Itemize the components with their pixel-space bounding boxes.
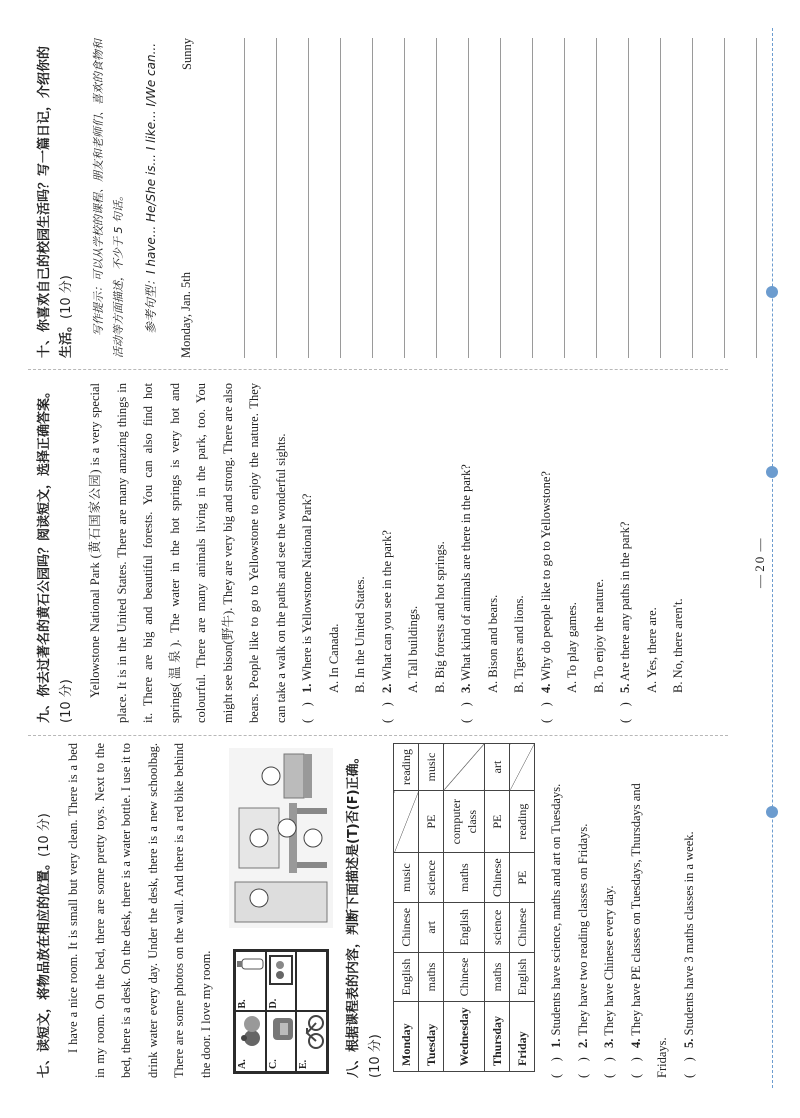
binding-mark-icon: [766, 806, 778, 818]
question-text: Are there any paths in the park?: [618, 521, 632, 682]
section7-score: (10 分): [37, 813, 52, 857]
writing-line[interactable]: [661, 38, 693, 358]
option[interactable]: B. No, there aren't.: [671, 598, 685, 693]
section7-passage: I have a nice room. It is small but very clean. There is a bed in my room. On the bed, there are some pretty toys. Next to the bed, there is a desk. On the desk, there is a water bottle. I use it to drink water every day. Under the desk, there is a new schoolbag. There are some photos on the wall. And there is a red bike behind the door. I love my room.: [66, 743, 213, 1078]
writing-line[interactable]: [629, 38, 661, 358]
picture-label: B.: [237, 999, 248, 1009]
option[interactable]: B. To enjoy the nature.: [591, 578, 606, 693]
column-right: [34, 38, 757, 358]
picture-c-schoolbag: [267, 1013, 296, 1072]
section8-heading: [343, 743, 387, 1078]
section9-score: (10 分): [59, 679, 74, 723]
question-number: 3.: [602, 1038, 616, 1048]
schedule-cell: computer class: [444, 790, 485, 852]
schedule-cell-empty: [394, 790, 419, 852]
writing-line[interactable]: [245, 38, 277, 358]
section10-title: 十、你喜欢自己的校园生活吗？写一篇日记，介绍你的生活。: [37, 45, 74, 358]
option[interactable]: A. Bison and bears.: [485, 594, 500, 693]
writing-line[interactable]: [501, 38, 533, 358]
writing-line[interactable]: [341, 38, 373, 358]
toys-icon: [238, 1015, 264, 1049]
writing-lines[interactable]: [213, 38, 757, 358]
section10-heading: [34, 38, 78, 358]
question-text: Students have 3 maths classes in a week.: [681, 831, 696, 1036]
schedule-day: Thursday: [485, 1002, 510, 1072]
answer-blank[interactable]: ( ): [618, 702, 632, 723]
picture-label: E.: [298, 1059, 310, 1069]
section8-title: 八、根据课程表的内容，判断下面描述是(T)否(F)正确。: [346, 750, 361, 1078]
question-text: Where is Yellowstone National Park?: [300, 493, 314, 681]
answer-blank[interactable]: ( ): [681, 1057, 696, 1078]
table-row: [510, 744, 535, 1072]
schedule-cell: maths: [444, 853, 485, 903]
schedule-cell: music: [419, 744, 444, 791]
schedule-cell: art: [419, 902, 444, 952]
schoolbag-icon: [268, 1015, 294, 1045]
placement-circle[interactable]: [250, 889, 268, 907]
bike-icon: [301, 1015, 325, 1051]
question-number: 4.: [628, 1038, 643, 1048]
question-number: 2.: [379, 683, 394, 693]
picture-empty-cell: [297, 952, 326, 1011]
placement-circle[interactable]: [304, 829, 322, 847]
schedule-cell: art: [485, 744, 510, 791]
picture-e-bike: [297, 1013, 326, 1072]
table-row: [394, 744, 419, 1072]
mc-question: [612, 383, 639, 723]
page-number-value: 20: [752, 554, 767, 572]
writing-line[interactable]: [693, 38, 725, 358]
schedule-cell: maths: [419, 952, 444, 1002]
writing-line[interactable]: [533, 38, 565, 358]
question-number: 5.: [618, 683, 632, 693]
option[interactable]: A. Yes, there are.: [644, 607, 659, 693]
schedule-cell: PE: [510, 853, 535, 903]
option[interactable]: B. Tigers and lions.: [512, 595, 526, 693]
option[interactable]: B. In the United States.: [353, 576, 367, 693]
writing-line[interactable]: [373, 38, 405, 358]
writing-line[interactable]: [213, 38, 245, 358]
section7-pictures: [227, 743, 337, 1078]
binding-mark-icon: [766, 466, 778, 478]
schedule-cell: English: [510, 952, 535, 1002]
picture-a-toys: [236, 1013, 265, 1072]
water-bottle-icon: [236, 954, 264, 974]
question-number: 1.: [300, 683, 314, 693]
placement-circle[interactable]: [250, 829, 268, 847]
tf-question: [596, 743, 623, 1078]
question-text: They have two reading classes on Fridays.: [575, 823, 590, 1036]
option[interactable]: A. To play games.: [565, 602, 579, 693]
diary-date: Monday, Jan. 5th: [179, 272, 193, 358]
writing-line[interactable]: [597, 38, 629, 358]
section10-score: (10 分): [59, 275, 74, 319]
item-picture-grid: [233, 949, 329, 1074]
table-row: [444, 744, 485, 1072]
writing-line[interactable]: [277, 38, 309, 358]
photo-icon: [268, 954, 294, 986]
answer-blank[interactable]: ( ): [459, 702, 473, 723]
mc-question: [294, 383, 321, 723]
page-number: — 20 —: [752, 538, 767, 588]
section9-passage: Yellowstone National Park (黄石国家公园) is a very special place. It is in the United States. There are many amazing things in it. There are big and beautiful forests. You can also find hot springs(温泉). The water in the hot springs is very hot and colourful. There are many animals living in the park, too. You might see bison(野牛). They are very big and strong. There are also bears. People like to go to Yellowstone to enjoy the nature. They can take a walk on the paths and see the wonderful sights.: [88, 383, 288, 723]
schedule-cell-empty: [444, 744, 485, 791]
section7-heading: [34, 743, 56, 1078]
schedule-cell: English: [444, 902, 485, 952]
writing-line[interactable]: [469, 38, 501, 358]
tf-question: [543, 743, 570, 1078]
schedule-day: Wednesday: [444, 1002, 485, 1072]
picture-d-photo: [267, 952, 296, 1011]
option[interactable]: A. In Canada.: [326, 623, 341, 693]
writing-line[interactable]: [565, 38, 597, 358]
writing-line[interactable]: [309, 38, 341, 358]
schedule-cell: PE: [419, 790, 444, 852]
mc-question: [453, 383, 480, 723]
schedule-cell: PE: [485, 790, 510, 852]
schedule-cell: reading: [510, 790, 535, 852]
mc-question: [533, 383, 560, 723]
option[interactable]: A. Tall buildings.: [406, 605, 420, 693]
answer-blank[interactable]: ( ): [538, 702, 553, 723]
schedule-cell: Chinese: [485, 853, 510, 903]
schedule-day: Friday: [510, 1002, 535, 1072]
schedule-day: Tuesday: [419, 1002, 444, 1072]
writing-line[interactable]: [405, 38, 437, 358]
option[interactable]: B. Big forests and hot springs.: [432, 541, 447, 693]
diary-author: Sunny: [179, 38, 194, 70]
question-number: 1.: [549, 1038, 563, 1048]
class-schedule-table: [393, 743, 535, 1072]
question-text: What can you see in the park?: [379, 530, 394, 681]
question-text: Students have science, maths and art on Tuesdays.: [549, 783, 563, 1036]
column-middle: [34, 383, 692, 723]
section7-title: 七、读短文，将物品放在相应的位置。: [37, 856, 52, 1078]
table-row: [485, 744, 510, 1072]
picture-label: D.: [267, 998, 279, 1009]
column-divider: [28, 735, 728, 736]
section9-heading: [34, 383, 78, 723]
writing-line[interactable]: [725, 38, 757, 358]
placement-circle[interactable]: [278, 819, 296, 837]
answer-blank[interactable]: ( ): [602, 1057, 616, 1078]
question-text: What kind of animals are there in the park?: [459, 464, 473, 681]
table-row: [419, 744, 444, 1072]
writing-hint: 写作提示：可以从学校的课程、朋友和老师们、喜欢的食物和活动等方面描述，不少于 5 句话。: [92, 39, 125, 358]
room-scene-image: [229, 748, 333, 928]
question-number: 2.: [575, 1038, 590, 1048]
question-number: 4.: [538, 683, 553, 693]
question-text: They have PE classes on Tuesdays, Thursdays and Fridays.: [628, 783, 669, 1078]
writing-line[interactable]: [437, 38, 469, 358]
schedule-cell: Chinese: [510, 902, 535, 952]
schedule-cell: science: [485, 902, 510, 952]
cut-line: [772, 28, 773, 1088]
section8-score: (10 分): [368, 1034, 383, 1078]
mc-question: [374, 383, 401, 723]
schedule-day: Monday: [394, 1002, 419, 1072]
placement-circle[interactable]: [262, 767, 280, 785]
tf-question: [623, 743, 676, 1078]
column-left: [34, 743, 702, 1078]
binding-mark-icon: [766, 286, 778, 298]
picture-label: C.: [267, 1059, 279, 1069]
schedule-cell: English: [394, 952, 419, 1002]
answer-blank[interactable]: ( ): [575, 1057, 590, 1078]
schedule-cell: music: [394, 853, 419, 903]
picture-b-bottle: [236, 952, 265, 1011]
answer-blank[interactable]: ( ): [300, 702, 314, 723]
schedule-cell-empty: [510, 744, 535, 791]
answer-blank[interactable]: ( ): [628, 1057, 643, 1078]
question-number: 5.: [681, 1038, 696, 1048]
schedule-cell: science: [419, 853, 444, 903]
schedule-cell: maths: [485, 952, 510, 1002]
answer-blank[interactable]: ( ): [379, 702, 394, 723]
schedule-cell: reading: [394, 744, 419, 791]
section9-title: 九、你去过著名的黄石公园吗？阅读短文，选择正确答案。: [37, 384, 52, 723]
schedule-cell: Chinese: [394, 902, 419, 952]
reference-sentences: 参考句型：I have... He/She is... I like... I/We can...: [144, 42, 158, 334]
tf-question: [570, 743, 597, 1078]
picture-label: A.: [237, 1059, 248, 1069]
question-number: 3.: [459, 683, 473, 693]
column-divider: [28, 369, 728, 370]
question-text: Why do people like to go to Yellowstone?: [538, 471, 553, 681]
question-text: They have Chinese every day.: [602, 885, 616, 1036]
schedule-cell: Chinese: [444, 952, 485, 1002]
tf-question: [676, 743, 703, 1078]
answer-blank[interactable]: ( ): [549, 1057, 563, 1078]
